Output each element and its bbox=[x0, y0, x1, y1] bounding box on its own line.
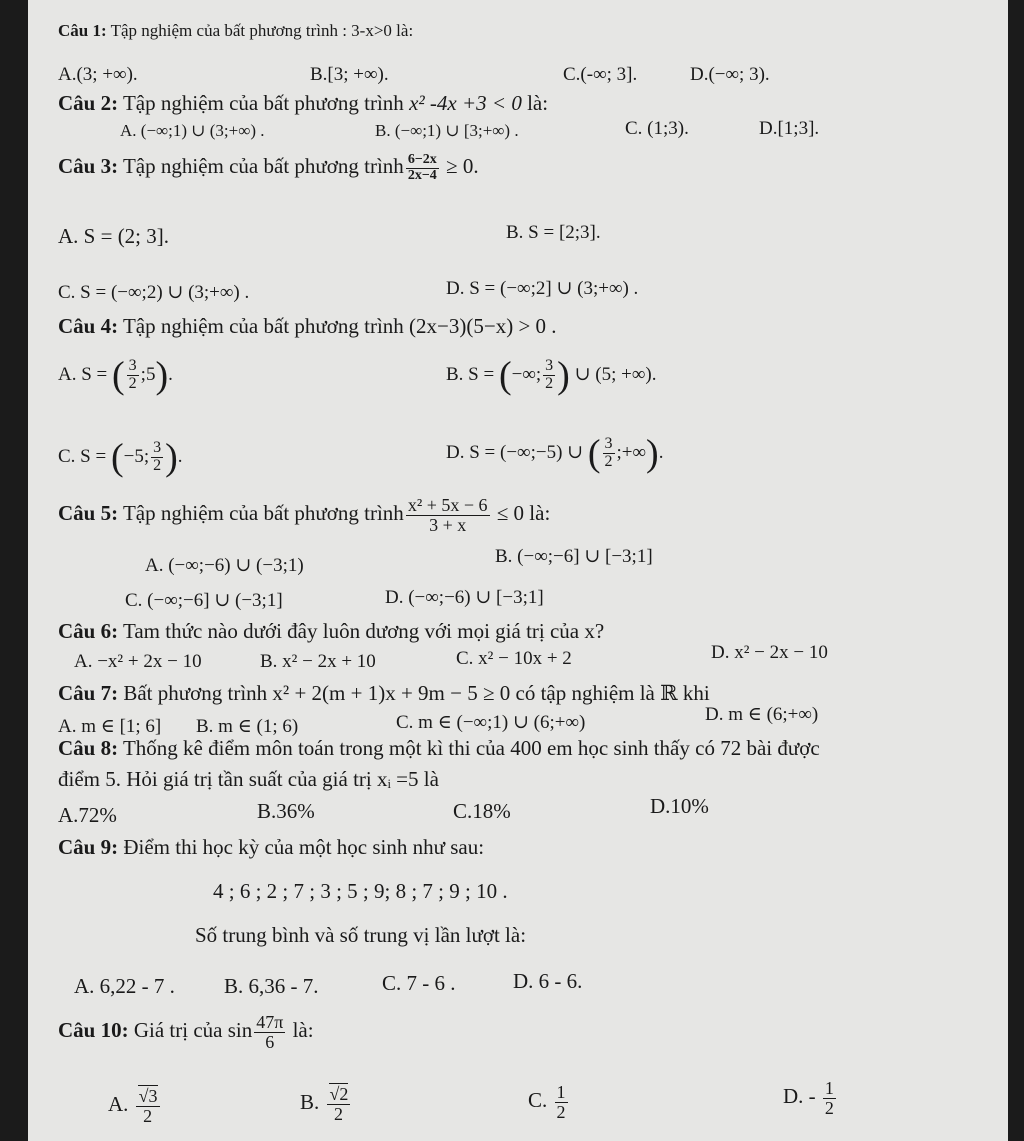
option-suffix: . bbox=[168, 364, 173, 385]
question-label: Câu 8: bbox=[58, 736, 119, 760]
denominator: 6 bbox=[265, 1031, 275, 1052]
option-a: A. −x² + 2x − 10 bbox=[74, 651, 202, 672]
question-stem-end: là: bbox=[292, 1018, 314, 1042]
fraction bbox=[327, 1085, 351, 1124]
option-d bbox=[446, 430, 663, 476]
option-prefix: B. S = bbox=[446, 364, 495, 385]
question-stem: Tập nghiệm của bất phương trình bbox=[122, 501, 404, 525]
option-c: C.18% bbox=[453, 799, 511, 823]
option-c: C. S = (−∞;2) ∪ (3;+∞) . bbox=[58, 282, 250, 303]
option-d: D.[1;3]. bbox=[759, 118, 820, 139]
question-7 bbox=[58, 682, 710, 704]
option-c: C. m ∈ (−∞;1) ∪ (6;+∞) bbox=[396, 712, 586, 733]
inequality-expression: x² -4x +3 < 0 bbox=[409, 91, 522, 115]
question-label: Câu 2: bbox=[58, 91, 119, 115]
question-label: Câu 7: bbox=[58, 681, 119, 705]
option-letter: D. - bbox=[783, 1084, 816, 1108]
option-b bbox=[300, 1076, 352, 1128]
relation: ≥ 0. bbox=[446, 154, 479, 178]
denominator: 2 bbox=[143, 1105, 153, 1126]
sqrt-value: √2 bbox=[329, 1083, 349, 1104]
question-stem: Tập nghiệm của bất phương trình bbox=[122, 91, 404, 115]
numerator: 3 bbox=[545, 357, 554, 375]
numerator: 1 bbox=[824, 1077, 834, 1098]
numerator: x² + 5x − 6 bbox=[407, 494, 488, 515]
option-d: D. S = (−∞;2] ∪ (3;+∞) . bbox=[446, 278, 639, 299]
denominator: 2 bbox=[128, 375, 137, 393]
fraction bbox=[823, 1079, 836, 1118]
option-d: D.(−∞; 3). bbox=[690, 64, 770, 85]
question-9 bbox=[58, 836, 484, 858]
fraction bbox=[406, 496, 490, 535]
denominator: 3 + x bbox=[429, 514, 467, 535]
option-c: C.(-∞; 3]. bbox=[563, 64, 638, 85]
question-stem: Thống kê điểm môn toán trong một kì thi của 400 em học sinh thấy có 72 bài được bbox=[122, 736, 820, 760]
option-b: B. m ∈ (1; 6) bbox=[196, 716, 299, 737]
question-1 bbox=[58, 20, 413, 42]
option-b: B. 6,36 - 7. bbox=[224, 974, 319, 998]
question-stem: Tập nghiệm của bất phương trình (2x−3)(5−x) > 0 . bbox=[122, 314, 557, 338]
question-label: Câu 5: bbox=[58, 501, 119, 525]
relation: ≤ 0 bbox=[496, 501, 525, 525]
option-c: C. 7 - 6 . bbox=[382, 971, 456, 995]
option-b bbox=[446, 352, 656, 398]
option-prefix: D. S = (−∞;−5) ∪ bbox=[446, 442, 584, 463]
option-prefix: C. S = bbox=[58, 446, 107, 467]
question-stem: Giá trị của sin bbox=[133, 1018, 253, 1042]
score-data: 4 ; 6 ; 2 ; 7 ; 3 ; 5 ; 9; 8 ; 7 ; 9 ; 10 . bbox=[213, 879, 508, 903]
option-b: B.[3; +∞). bbox=[310, 64, 389, 85]
interval-rest: ;5 bbox=[140, 364, 156, 385]
question-10 bbox=[58, 1005, 314, 1055]
worksheet-page bbox=[28, 0, 1008, 1141]
denominator: 2 bbox=[153, 457, 162, 475]
close-paren: ) bbox=[155, 354, 169, 397]
question-stem-end: là: bbox=[527, 91, 549, 115]
numerator bbox=[327, 1085, 351, 1105]
close-paren: ) bbox=[646, 432, 659, 475]
fraction bbox=[543, 358, 555, 393]
fraction bbox=[127, 358, 139, 393]
fraction bbox=[406, 153, 439, 183]
fraction bbox=[555, 1083, 568, 1122]
option-c bbox=[528, 1074, 570, 1126]
option-d: D. 6 - 6. bbox=[513, 969, 583, 993]
denominator: 2x−4 bbox=[407, 167, 437, 183]
option-b: B. (−∞;−6] ∪ [−3;1] bbox=[495, 546, 653, 567]
option-d: D. m ∈ (6;+∞) bbox=[705, 704, 819, 725]
option-prefix: A. S = bbox=[58, 364, 108, 385]
option-a: A. (−∞;−6) ∪ (−3;1) bbox=[145, 555, 304, 576]
question-stem: Điểm thi học kỳ của một học sinh như sau: bbox=[123, 835, 485, 859]
option-b: B.36% bbox=[257, 799, 315, 823]
option-c: C. (−∞;−6] ∪ (−3;1] bbox=[125, 590, 283, 611]
question-6 bbox=[58, 620, 604, 642]
denominator: 2 bbox=[556, 1101, 566, 1122]
numerator: 1 bbox=[556, 1081, 566, 1102]
option-a bbox=[58, 352, 173, 398]
option-d: D.10% bbox=[650, 794, 709, 818]
question-label: Câu 10: bbox=[58, 1018, 129, 1042]
question-stem: Tam thức nào dưới đây luôn dương với mọi giá trị của x? bbox=[122, 619, 605, 643]
option-c bbox=[58, 434, 183, 480]
option-b: B. x² − 2x + 10 bbox=[260, 651, 376, 672]
option-a bbox=[108, 1078, 162, 1130]
numerator: 6−2x bbox=[407, 152, 437, 167]
interval-start: −∞; bbox=[511, 364, 542, 385]
option-d: D. x² − 2x − 10 bbox=[711, 642, 828, 663]
interval-rest: ;+∞ bbox=[616, 442, 647, 463]
numerator: 3 bbox=[128, 357, 137, 375]
numerator: 47π bbox=[256, 1011, 284, 1032]
question-3 bbox=[58, 144, 479, 188]
question-label: Câu 3: bbox=[58, 154, 119, 178]
open-paren: ( bbox=[112, 354, 125, 397]
fraction bbox=[254, 1013, 285, 1052]
question-stem-end: là: bbox=[529, 501, 551, 525]
question-label: Câu 6: bbox=[58, 619, 119, 643]
option-suffix: . bbox=[177, 446, 183, 467]
fraction bbox=[603, 436, 615, 471]
option-c: C. x² − 10x + 2 bbox=[456, 648, 572, 669]
denominator: 2 bbox=[333, 1103, 343, 1124]
denominator: 2 bbox=[824, 1097, 834, 1118]
sqrt-value: √3 bbox=[138, 1085, 158, 1106]
numerator: 3 bbox=[604, 435, 613, 453]
option-a: A.72% bbox=[58, 803, 117, 827]
question-stem: Tập nghiệm của bất phương trình bbox=[122, 154, 404, 178]
close-paren: ) bbox=[165, 436, 178, 479]
option-a: A. m ∈ [1; 6] bbox=[58, 716, 162, 737]
option-b: B. S = [2;3]. bbox=[506, 222, 601, 243]
numerator: 3 bbox=[153, 439, 162, 457]
question-label: Câu 9: bbox=[58, 835, 119, 859]
open-paren: ( bbox=[498, 354, 512, 397]
option-suffix: . bbox=[658, 442, 664, 463]
option-letter: B. bbox=[300, 1090, 320, 1114]
sub-question: Số trung bình và số trung vị lần lượt là: bbox=[195, 923, 527, 947]
question-label: Câu 4: bbox=[58, 314, 119, 338]
option-a: A. (−∞;1) ∪ (3;+∞) . bbox=[120, 121, 265, 140]
close-paren: ) bbox=[557, 354, 570, 397]
option-a: A. S = (2; 3]. bbox=[58, 224, 170, 248]
open-paren: ( bbox=[110, 436, 124, 479]
question-5 bbox=[58, 488, 550, 538]
question-stem: Bất phương trình x² + 2(m + 1)x + 9m − 5 ≥ 0 có tập nghiệm là ℝ khi bbox=[123, 681, 710, 705]
denominator: 2 bbox=[604, 453, 613, 471]
fraction bbox=[136, 1087, 160, 1126]
question-stem-line-2: điểm 5. Hỏi giá trị tần suất của giá trị xᵢ =5 là bbox=[58, 767, 439, 791]
question-4 bbox=[58, 315, 557, 337]
open-paren: ( bbox=[587, 432, 601, 475]
question-stem: Tập nghiệm của bất phương trình : 3-x>0 là: bbox=[110, 21, 414, 40]
option-letter: C. bbox=[528, 1088, 548, 1112]
option-letter: A. bbox=[108, 1092, 129, 1116]
interval-start: −5; bbox=[123, 446, 150, 467]
question-8 bbox=[58, 737, 820, 759]
option-d bbox=[783, 1070, 838, 1122]
numerator bbox=[136, 1087, 160, 1107]
question-label: Câu 1: bbox=[58, 21, 107, 40]
fraction bbox=[151, 440, 163, 475]
option-a: A. 6,22 - 7 . bbox=[74, 974, 175, 998]
option-c: C. (1;3). bbox=[625, 118, 689, 139]
question-2 bbox=[58, 92, 548, 114]
option-a: A.(3; +∞). bbox=[58, 64, 138, 85]
option-d: D. (−∞;−6) ∪ [−3;1] bbox=[385, 587, 544, 608]
option-b: B. (−∞;1) ∪ [3;+∞) . bbox=[375, 121, 519, 140]
option-suffix: ∪ (5; +∞). bbox=[574, 364, 657, 385]
denominator: 2 bbox=[545, 375, 554, 393]
